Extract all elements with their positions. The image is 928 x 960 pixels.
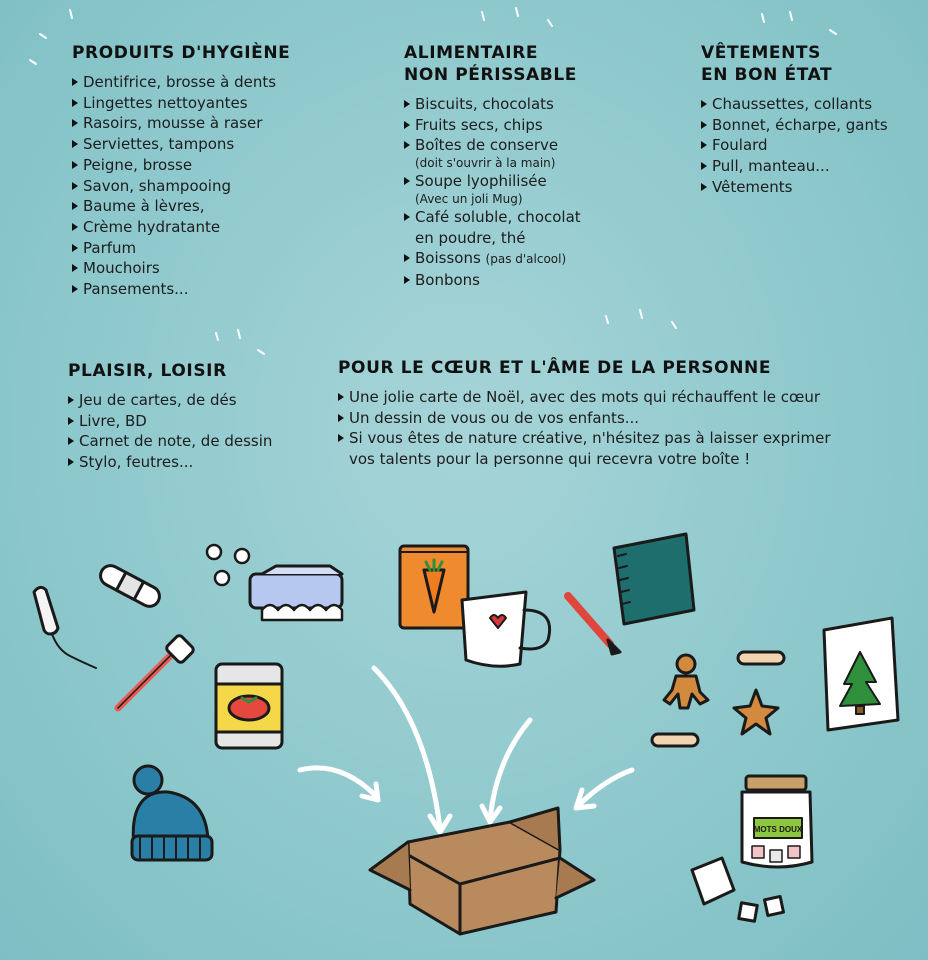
item-text: Biscuits, chocolats <box>415 95 554 113</box>
item-text: Boissons <box>415 249 481 268</box>
gingerbread-man-icon <box>664 655 708 708</box>
list-item: Bonnet, écharpe, gants <box>701 115 921 136</box>
item-inline-note: (pas d'alcool) <box>485 252 567 267</box>
section-title-food: ALIMENTAIRE NON PÉRISSABLE <box>404 43 577 85</box>
soup-packet-icon <box>400 546 468 628</box>
mug-icon <box>462 592 550 666</box>
section-title-clothes: VÊTEMENTS EN BON ÉTAT <box>701 43 833 85</box>
item-text: Une jolie carte de Noël, avec des mots qui réchauffent le cœur <box>349 388 821 406</box>
star-cookie-icon <box>734 690 778 734</box>
bubbles-icon <box>207 545 249 585</box>
jar-label: MOTS DOUX <box>753 825 803 834</box>
section-title-leisure: PLAISIR, LOISIR <box>68 361 227 381</box>
list-item: Rasoirs, mousse à raser <box>72 113 372 134</box>
jar-icon <box>742 776 812 867</box>
item-text: Café soluble, chocolat <box>415 207 581 226</box>
list-item: Vêtements <box>701 177 921 198</box>
list-item: Pansements... <box>72 279 372 300</box>
list-item: Crème hydratante <box>72 217 372 238</box>
pencil-icon <box>568 596 620 654</box>
section-title-heart: POUR LE CŒUR ET L'ÂME DE LA PERSONNE <box>338 358 772 378</box>
item-text: Fruits secs, chips <box>415 115 543 134</box>
list-item: Pull, manteau... <box>701 156 921 177</box>
arrow-icon <box>300 668 632 832</box>
list-item: Lingettes nettoyantes <box>72 93 372 114</box>
item-note: (doit s'ouvrir à la main) <box>415 156 556 171</box>
christmas-card-icon <box>824 618 898 730</box>
tomato-can-icon <box>216 664 282 748</box>
section-title-hygiene: PRODUITS D'HYGIÈNE <box>72 43 291 63</box>
item-text: Boîtes de conserve <box>415 136 559 155</box>
item-continuation: en poudre, thé <box>415 228 526 247</box>
list-item: Livre, BD <box>68 411 328 432</box>
item-note: (Avec un joli Mug) <box>415 191 523 206</box>
item-text: Bonbons <box>415 270 480 289</box>
list-item: Dentifrice, brosse à dents <box>72 72 372 93</box>
item-continuation: vos talents pour la personne qui recevra votre boîte ! <box>349 450 751 469</box>
list-item: Foulard <box>701 135 921 156</box>
list-item: Stylo, feutres... <box>68 452 328 473</box>
toothbrush-icon <box>118 634 195 708</box>
list-item: Parfum <box>72 238 372 259</box>
list-item: Chaussettes, collants <box>701 94 921 115</box>
item-text: Un dessin de vous ou de vos enfants... <box>349 408 640 427</box>
item-text: Soupe lyophilisée <box>415 172 547 191</box>
list-item: Jeu de cartes, de dés <box>68 390 328 411</box>
bandage-icon <box>97 562 163 610</box>
list-item: Baume à lèvres, <box>72 196 372 217</box>
list-item: Serviettes, tampons <box>72 134 372 155</box>
tampon-icon <box>34 587 96 668</box>
list-item: Savon, shampooing <box>72 176 372 197</box>
bonnet-icon <box>132 766 212 860</box>
soap-icon <box>250 566 342 620</box>
cardboard-box-icon <box>370 808 594 934</box>
list-item: Mouchoirs <box>72 258 372 279</box>
item-text: Si vous êtes de nature créative, n'hésitez pas à laisser exprimer <box>349 429 831 448</box>
list-item: Peigne, brosse <box>72 155 372 176</box>
list-item: Carnet de note, de dessin <box>68 431 328 452</box>
notebook-icon <box>614 534 694 624</box>
